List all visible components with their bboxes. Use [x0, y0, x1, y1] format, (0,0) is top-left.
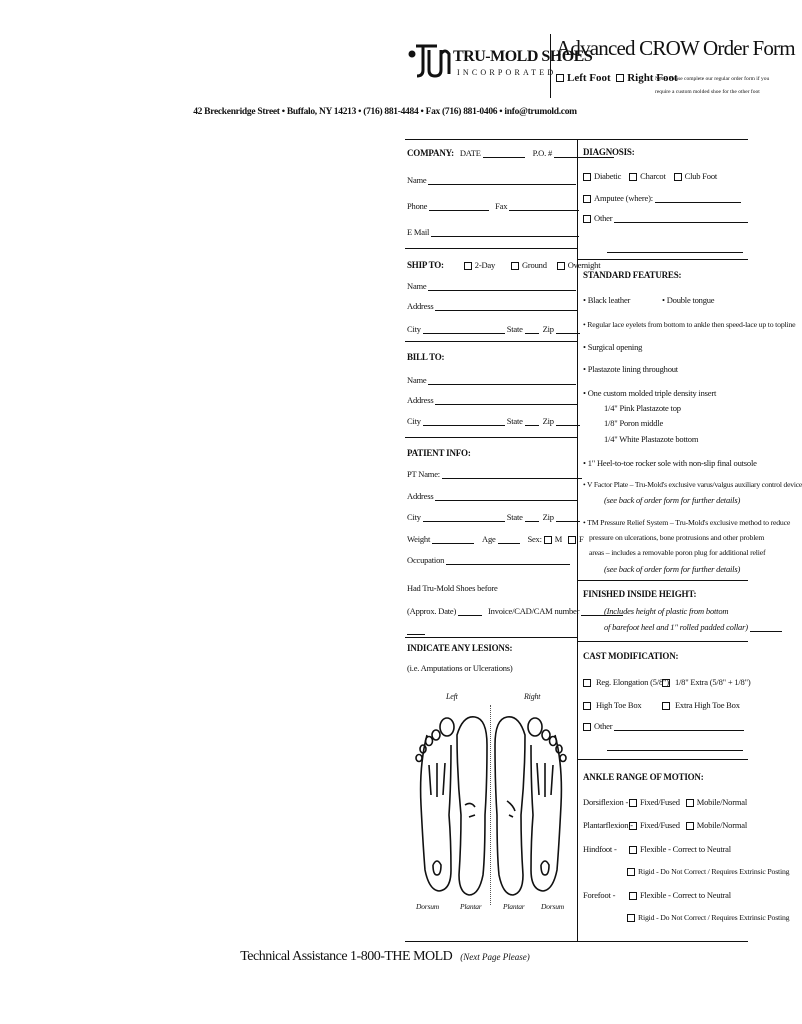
bill-name-label: Name: [407, 375, 427, 385]
ship-city-label: City: [407, 324, 421, 334]
right-label: Right: [524, 692, 541, 701]
sex-label: Sex:: [527, 533, 542, 544]
reg-elongation-label: Reg. Elongation (5/8"): [595, 677, 669, 687]
bill-city-label: City: [407, 416, 421, 426]
charcot-label: Charcot: [640, 171, 666, 181]
divider-cast: [577, 759, 748, 760]
feature-9-note: (see back of order form for further details): [604, 564, 741, 574]
forefoot-row: [583, 890, 731, 900]
reg-elongation-checkbox[interactable]: [583, 679, 591, 687]
divider-patient: [405, 637, 577, 638]
bill-zip-field[interactable]: [556, 415, 580, 426]
diagnosis-other-field[interactable]: [614, 212, 748, 223]
high-toe-box-checkbox[interactable]: [583, 702, 591, 710]
blank-line: [407, 634, 425, 635]
bill-label: BILL TO:: [407, 352, 445, 362]
cast-extra-line: [607, 750, 743, 751]
feature-6a: 1/4" Pink Plastazote top: [604, 403, 681, 413]
approx-date-field[interactable]: [458, 605, 482, 616]
cast-other-checkbox[interactable]: [583, 723, 591, 731]
charcot-checkbox[interactable]: [629, 173, 637, 181]
pt-zip-label: Zip: [542, 512, 554, 522]
technical-assistance: Technical Assistance 1-800-THE MOLD: [240, 949, 453, 964]
patient-row: [407, 448, 471, 458]
dorsum-right-label: Dorsum: [541, 902, 564, 911]
company-name-row: [407, 174, 576, 185]
height-line2-row: [604, 621, 782, 632]
ship-2day-checkbox[interactable]: [464, 262, 472, 270]
hind-rigid-checkbox[interactable]: [627, 868, 635, 876]
date-label: DATE: [459, 148, 481, 158]
bill-name-field[interactable]: [428, 374, 576, 385]
note-line2: require a custom molded shoe for the other foot: [655, 89, 760, 95]
clubfoot-label: Club Foot: [684, 171, 718, 181]
company-phone-row: [407, 200, 579, 211]
header-divider: [550, 34, 551, 98]
feature-9: • TM Pressure Relief System – Tru-Mold's exclusive method to reduce: [583, 518, 790, 527]
plantarflexion-row: [583, 820, 747, 830]
ankle-row: [583, 772, 704, 782]
ship-2day-label: 2-Day: [474, 260, 496, 270]
amputee-checkbox[interactable]: [583, 195, 591, 203]
bill-city-row: [407, 415, 580, 426]
bill-city-field[interactable]: [423, 415, 505, 426]
cast-opt2: [662, 677, 751, 687]
forefoot-label: Forefoot -: [583, 890, 616, 900]
plantarflexion-label: Plantarflexion -: [583, 820, 633, 830]
sex-m-checkbox[interactable]: [544, 536, 552, 544]
feature-2: • Double tongue: [662, 295, 714, 305]
dorsiflexion-row: [583, 797, 747, 807]
feature-6b: 1/8" Poron middle: [604, 418, 664, 428]
ship-name-row: [407, 280, 576, 291]
ship-label: SHIP TO:: [407, 260, 444, 270]
left-label: Left: [446, 692, 458, 701]
form-title: Advanced CROW Order Form: [556, 36, 795, 60]
feature-8: • V Factor Plate – Tru-Mold's exclusive varus/valgus auxiliary control device: [583, 480, 802, 489]
approx-row: [407, 605, 623, 616]
height-line1: (Includes height of plastic from bottom: [604, 606, 729, 616]
fore-flexible-checkbox[interactable]: [629, 892, 637, 900]
ship-row: [407, 260, 600, 270]
right-plantar-foot-icon: [495, 717, 525, 895]
ship-zip-label: Zip: [542, 324, 554, 334]
feature-6c: 1/4" White Plastazote bottom: [604, 434, 699, 444]
ship-overnight-checkbox[interactable]: [557, 262, 565, 270]
hind-rigid-label: Rigid - Do Not Correct / Requires Extrinsic Posting: [638, 867, 790, 876]
amputee-label: Amputee (where):: [594, 192, 653, 203]
lesions-sub: (i.e. Amputations or Ulcerations): [407, 663, 513, 673]
feature-3: • Regular lace eyelets from bottom to ankle then speed-lace up to topline: [583, 320, 795, 329]
divider-bill: [405, 437, 577, 438]
pt-city-label: City: [407, 512, 421, 522]
bill-address-field[interactable]: [435, 394, 577, 405]
extra-high-toe-box-label: Extra High Toe Box: [674, 700, 740, 710]
plantar-left-label: Plantar: [460, 902, 482, 911]
extra-elongation-label: 1/8" Extra (5/8" + 1/8"): [674, 677, 751, 687]
email-field[interactable]: [431, 226, 579, 237]
dorsum-left-label: Dorsum: [416, 902, 439, 911]
pt-name-label: PT Name:: [407, 469, 440, 479]
divider-ship: [405, 341, 577, 342]
bill-row: [407, 352, 444, 362]
ship-ground-checkbox[interactable]: [511, 262, 519, 270]
feature-1: • Black leather: [583, 295, 630, 305]
lesions-row: [407, 643, 512, 653]
cast-opt1: [583, 677, 669, 687]
phone-label: Phone: [407, 201, 428, 211]
right-foot-checkbox[interactable]: [616, 74, 624, 82]
hindfoot-rigid-row: [627, 867, 789, 876]
feature-9b: pressure on ulcerations, bone protrusions and other problem: [589, 533, 765, 542]
ship-address-row: [407, 300, 577, 311]
hind-flexible-label: Flexible - Correct to Neutral: [639, 844, 731, 854]
pt-state-field[interactable]: [525, 511, 539, 522]
age-field[interactable]: [498, 533, 520, 544]
height-line2: of barefoot heel and 1" rolled padded collar): [604, 622, 748, 632]
dorsi-mobile-checkbox[interactable]: [686, 799, 694, 807]
diagnosis-options: [583, 171, 717, 181]
bill-state-label: State: [506, 416, 523, 426]
pt-city-field[interactable]: [423, 511, 505, 522]
diagnosis-row: [583, 147, 635, 157]
age-label: Age: [482, 533, 496, 544]
phone-field[interactable]: [429, 200, 489, 211]
ship-ground-label: Ground: [521, 260, 547, 270]
dorsi-mobile-label: Mobile/Normal: [696, 797, 747, 807]
height-field[interactable]: [750, 621, 782, 632]
left-dorsum-foot-icon: [416, 718, 454, 891]
diagnosis-other-row: [583, 212, 748, 223]
feature-7: • 1" Heel-to-toe rocker sole with non-slip final outsole: [583, 458, 757, 468]
fore-rigid-label: Rigid - Do Not Correct / Requires Extrinsic Posting: [638, 913, 790, 922]
divider-height: [577, 641, 748, 642]
feature-5: • Plastazote lining throughout: [583, 364, 678, 374]
sex-f-label: F: [579, 533, 584, 544]
bill-address-label: Address: [407, 395, 434, 405]
po-label: P.O. #: [532, 148, 552, 158]
amputee-row: [583, 192, 741, 203]
weight-label: Weight: [407, 533, 431, 544]
pt-zip-field[interactable]: [556, 511, 580, 522]
cast-opt4: [662, 700, 740, 710]
date-field[interactable]: [483, 147, 525, 158]
dorsi-fixed-checkbox[interactable]: [629, 799, 637, 807]
frame-bottom: [405, 941, 748, 942]
feet-diagram: [405, 705, 577, 905]
amputee-field[interactable]: [655, 192, 741, 203]
features-label: STANDARD FEATURES:: [583, 270, 682, 280]
pt-weight-row: [407, 533, 584, 544]
right-dorsum-foot-icon: [528, 718, 566, 891]
name-label: Name: [407, 175, 427, 185]
bill-name-row: [407, 374, 576, 385]
cast-other-label: Other: [594, 720, 613, 731]
feature-9c: areas – includes a removable poron plug for additional relief: [589, 548, 766, 557]
lesions-label: INDICATE ANY LESIONS:: [407, 643, 513, 653]
ship-zip-field[interactable]: [556, 323, 580, 334]
logo-name: TRU-MOLD SHOES: [453, 48, 593, 65]
hindfoot-row: [583, 844, 731, 854]
extra-high-toe-box-checkbox[interactable]: [662, 702, 670, 710]
height-label: FINISHED INSIDE HEIGHT:: [583, 589, 697, 599]
fax-field[interactable]: [509, 200, 579, 211]
had-before-label: Had Tru-Mold Shoes before: [407, 583, 498, 593]
pt-state-label: State: [506, 512, 523, 522]
extra-elongation-checkbox[interactable]: [662, 679, 670, 687]
feature-4: • Surgical opening: [583, 342, 642, 352]
diagnosis-extra-line: [607, 252, 743, 253]
diagnosis-label: DIAGNOSIS:: [583, 147, 635, 157]
divider-company: [405, 248, 577, 249]
hind-flexible-checkbox[interactable]: [629, 846, 637, 854]
pt-address-field[interactable]: [435, 490, 577, 501]
company-label: COMPANY:: [407, 148, 454, 158]
logo-sub: INCORPORATED: [457, 68, 557, 77]
ship-city-field[interactable]: [423, 323, 505, 334]
footer: [0, 947, 770, 965]
diabetic-checkbox[interactable]: [583, 173, 591, 181]
left-foot-checkbox[interactable]: [556, 74, 564, 82]
ship-city-row: [407, 323, 580, 334]
features-row: [583, 270, 681, 280]
next-page: (Next Page Please): [460, 952, 530, 962]
divider-features: [577, 580, 748, 581]
ship-state-label: State: [506, 324, 523, 334]
had-before-row: [407, 583, 498, 593]
ship-address-label: Address: [407, 301, 434, 311]
fore-rigid-checkbox[interactable]: [627, 914, 635, 922]
cast-other-row: [583, 720, 744, 731]
fore-flexible-label: Flexible - Correct to Neutral: [639, 890, 731, 900]
pt-name-field[interactable]: [442, 468, 582, 479]
pt-occupation-row: [407, 554, 570, 565]
ship-address-field[interactable]: [435, 300, 577, 311]
plantar-right-label: Plantar: [503, 902, 525, 911]
invoice-label: Invoice/CAD/CAM number: [488, 606, 580, 616]
company-name-field[interactable]: [428, 174, 576, 185]
company-email-row: [407, 226, 579, 237]
pt-name-row: [407, 468, 582, 479]
bill-zip-label: Zip: [542, 416, 554, 426]
feature-6: • One custom molded triple density insert: [583, 388, 716, 398]
approx-label: (Approx. Date): [407, 606, 457, 616]
occupation-field[interactable]: [446, 554, 570, 565]
left-foot-label: Left Foot: [567, 72, 611, 84]
note-line1: Note: Please complete our regular order form if you: [655, 76, 770, 82]
cast-label: CAST MODIFICATION:: [583, 651, 679, 661]
pt-city-row: [407, 511, 580, 522]
ship-overnight-label: Overnight: [567, 260, 601, 270]
pt-address-row: [407, 490, 577, 501]
patient-label: PATIENT INFO:: [407, 448, 471, 458]
left-plantar-foot-icon: [457, 717, 487, 895]
ankle-label: ANKLE RANGE OF MOTION:: [583, 772, 704, 782]
feature-8-note: (see back of order form for further details): [604, 495, 741, 505]
plantar-mobile-label: Mobile/Normal: [696, 820, 747, 830]
email-label: E Mail: [407, 227, 430, 237]
ship-name-label: Name: [407, 281, 427, 291]
plantar-fixed-checkbox[interactable]: [629, 822, 637, 830]
plantar-fixed-label: Fixed/Fused: [639, 820, 680, 830]
divider-diagnosis: [577, 259, 748, 260]
diagnosis-other-label: Other: [594, 212, 613, 223]
height-row: [583, 589, 696, 599]
cast-opt3: [583, 700, 641, 710]
high-toe-box-label: High Toe Box: [595, 700, 642, 710]
ship-name-field[interactable]: [428, 280, 576, 291]
cast-row: [583, 651, 678, 661]
clubfoot-checkbox[interactable]: [674, 173, 682, 181]
cast-other-field[interactable]: [614, 720, 744, 731]
plantar-mobile-checkbox[interactable]: [686, 822, 694, 830]
dorsi-fixed-label: Fixed/Fused: [639, 797, 680, 807]
pt-address-label: Address: [407, 491, 434, 501]
occupation-label: Occupation: [407, 555, 445, 565]
company-address: 42 Breckenridge Street • Buffalo, NY 14213 • (716) 881-4484 • Fax (716) 881-0406 • info@trumold.com: [193, 107, 577, 117]
diabetic-label: Diabetic: [594, 171, 622, 181]
bill-address-row: [407, 394, 577, 405]
logo-mark-icon: [407, 40, 453, 82]
weight-field[interactable]: [432, 533, 474, 544]
diagnosis-other-checkbox[interactable]: [583, 215, 591, 223]
forefoot-rigid-row: [627, 913, 789, 922]
dorsiflexion-label: Dorsiflexion -: [583, 797, 629, 807]
right-foot-label: Right Foot: [627, 72, 678, 84]
hindfoot-label: Hindfoot -: [583, 844, 617, 854]
ship-state-field[interactable]: [525, 323, 539, 334]
sex-f-checkbox[interactable]: [568, 536, 576, 544]
sex-m-label: M: [554, 533, 563, 544]
bill-state-field[interactable]: [525, 415, 539, 426]
fax-label: Fax: [495, 201, 508, 211]
